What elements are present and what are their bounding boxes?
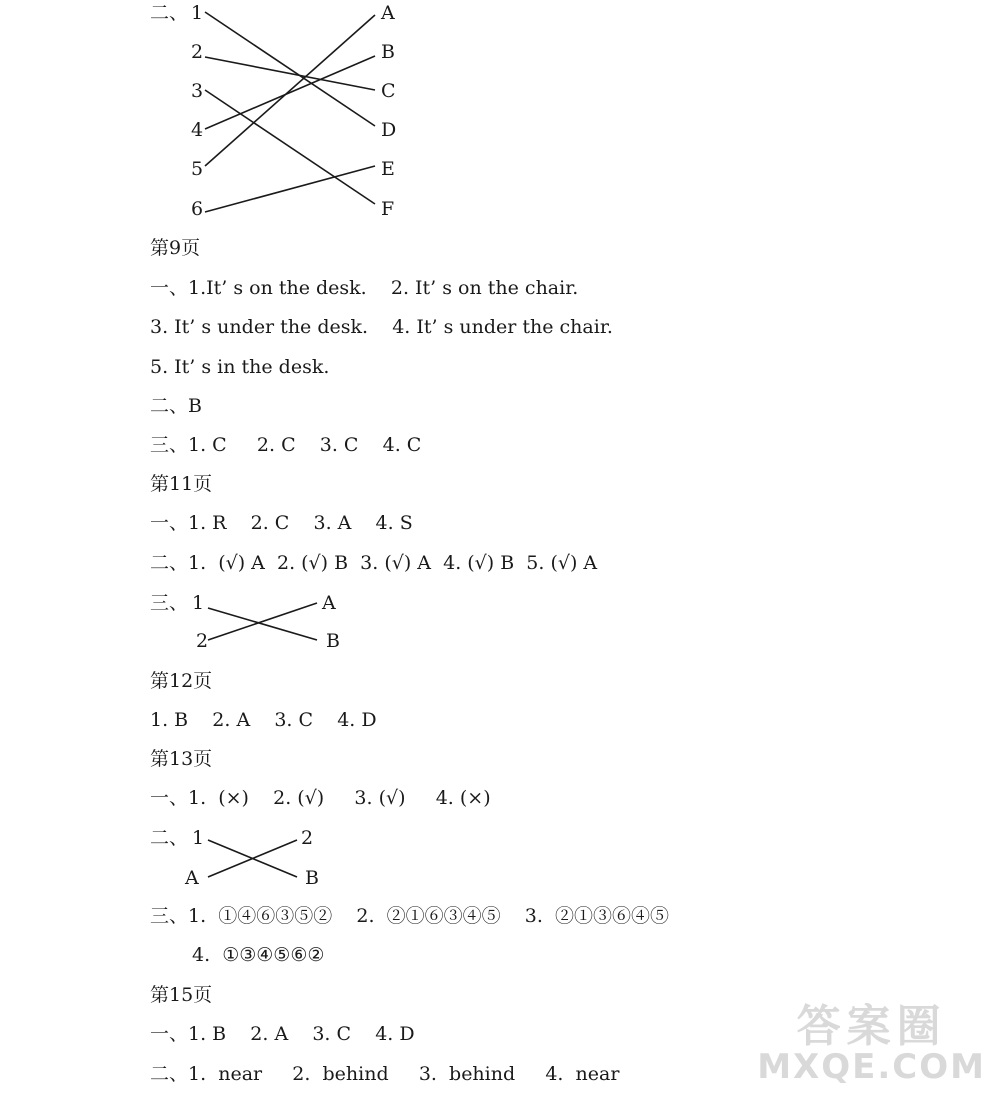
p11-q2: 二、1. (√) A 2. (√) B 3. (√) A 4. (√) B 5. (√) A bbox=[150, 552, 598, 574]
matching-prefix: 二、 bbox=[150, 2, 189, 24]
match-line-5-A bbox=[205, 15, 375, 166]
page-heading-9: 第9页 bbox=[150, 237, 201, 259]
match-right-D: D bbox=[381, 119, 397, 141]
p13-q2-top-1: 1 bbox=[192, 827, 205, 849]
p15-q1: 一、1. B 2. A 3. C 4. D bbox=[150, 1023, 415, 1045]
p15-q2: 二、1. near 2. behind 3. behind 4. near bbox=[150, 1063, 620, 1085]
p11-q1: 一、1. R 2. C 3. A 4. S bbox=[150, 512, 413, 534]
match-line-6-E bbox=[205, 166, 375, 212]
p11-q3-prefix: 三、 bbox=[150, 592, 189, 614]
watermark-logo-text: 答案圈 bbox=[796, 1001, 947, 1053]
p13-q1: 一、1. (×) 2. (√) 3. (√) 4. (×) bbox=[150, 787, 491, 809]
match-line-p11-1-B bbox=[208, 608, 317, 640]
match-right-A: A bbox=[381, 2, 395, 24]
page-heading-11: 第11页 bbox=[150, 473, 213, 495]
p9-q1-line1: 一、1.It’ s on the desk. 2. It’ s on the chair. bbox=[150, 277, 579, 299]
p13-q2-prefix: 二、 bbox=[150, 827, 189, 849]
p13-q3-line2: 4. ①③④⑤⑥② bbox=[192, 944, 325, 966]
p13-q3-line1: 三、1. ①④⑥③⑤② 2. ②①⑥③④⑤ 3. ②①③⑥④⑤ bbox=[150, 905, 669, 927]
match-line-p13-A-2 bbox=[208, 840, 297, 877]
match-left-5: 5 bbox=[191, 158, 204, 180]
match-left-1: 1 bbox=[191, 2, 204, 24]
match-line-p13-1-B bbox=[208, 840, 297, 877]
p11-q3-right-B: B bbox=[326, 630, 340, 652]
match-line-3-F bbox=[205, 90, 375, 204]
page-heading-15: 第15页 bbox=[150, 984, 213, 1006]
match-left-6: 6 bbox=[191, 198, 204, 220]
p9-q1-line3: 5. It’ s in the desk. bbox=[150, 356, 330, 378]
match-line-2-C bbox=[205, 57, 375, 90]
match-right-F: F bbox=[381, 198, 395, 220]
match-left-2: 2 bbox=[191, 41, 204, 63]
p9-q2: 二、B bbox=[150, 395, 202, 417]
match-right-B: B bbox=[381, 41, 395, 63]
p11-q3-right-A: A bbox=[322, 592, 336, 614]
page-heading-13: 第13页 bbox=[150, 748, 213, 770]
watermark bbox=[757, 1001, 986, 1088]
match-right-C: C bbox=[381, 80, 396, 102]
match-right-E: E bbox=[381, 158, 395, 180]
match-line-4-B bbox=[205, 56, 375, 129]
match-left-3: 3 bbox=[191, 80, 204, 102]
p9-q3: 三、1. C 2. C 3. C 4. C bbox=[150, 434, 422, 456]
p13-q2-bottom-B: B bbox=[305, 867, 319, 889]
p11-q3-left-1: 1 bbox=[192, 592, 205, 614]
match-line-p11-2-A bbox=[208, 603, 317, 640]
p12-answers: 1. B 2. A 3. C 4. D bbox=[150, 709, 377, 731]
p11-q3-left-2: 2 bbox=[196, 630, 209, 652]
match-line-1-D bbox=[205, 12, 375, 126]
p13-q2-bottom-A: A bbox=[185, 867, 199, 889]
match-left-4: 4 bbox=[191, 119, 204, 141]
p9-q1-line2: 3. It’ s under the desk. 4. It’ s under the chair. bbox=[150, 316, 613, 338]
p13-q2-top-2: 2 bbox=[301, 827, 314, 849]
watermark-site-text: MXQE.COM bbox=[757, 1047, 986, 1088]
page-heading-12: 第12页 bbox=[150, 670, 213, 692]
